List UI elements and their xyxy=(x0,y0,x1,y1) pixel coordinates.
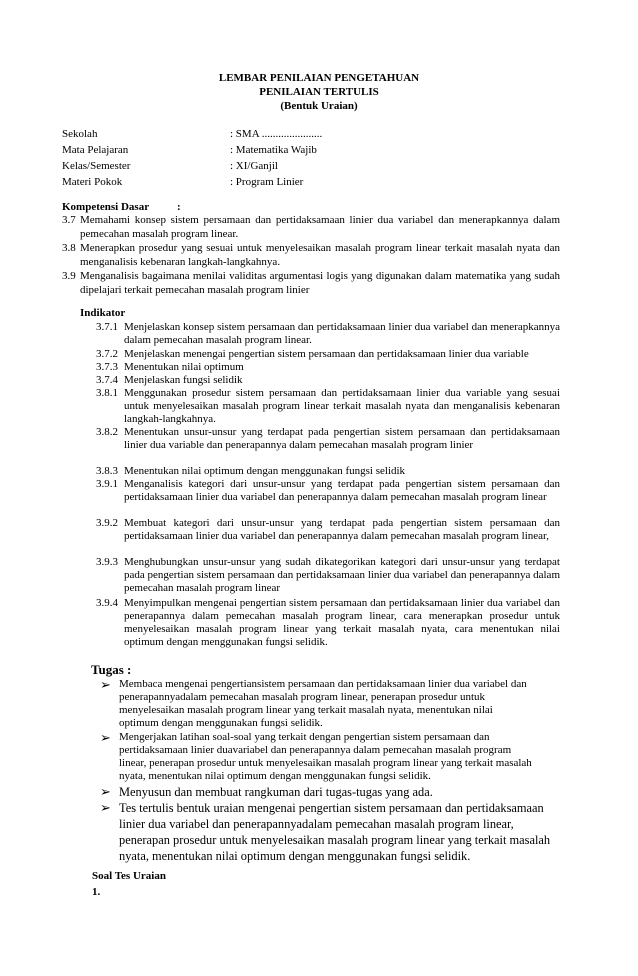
indikator-text: Menyimpulkan mengenai pengertian sistem persamaan dan pertidaksamaan linier dua variabel dan penerapannya dalam pemecahan masalah program linear, cara menerapkan prosedur untuk menyelesaikan masalah program linear yang terkait masalah nyata, cara menentukan nilai optimum dengan menggunakan fungsi selidik. xyxy=(124,597,560,648)
kompetensi-number: 3.9 xyxy=(62,270,76,282)
kompetensi-label: Kompetensi Dasar xyxy=(62,201,150,213)
kompetensi-colon: : xyxy=(177,201,181,213)
identity-row-topic xyxy=(62,175,304,189)
document-form-type: (Bentuk Uraian) xyxy=(280,100,358,112)
arrow-bullet-icon: ➢ xyxy=(100,784,111,799)
indikator-text: Menghubungkan unsur-unsur yang sudah dikategorikan kategori dari unsur-unsur yang terdapat pada pengertian sistem persamaan dan pertidaksamaan linier dua variabel dan penerapannya dalam pemecahan masalah program linear xyxy=(124,556,560,594)
indikator-item xyxy=(96,374,560,387)
indikator-number: 3.9.4 xyxy=(96,597,118,609)
kompetensi-text: Menganalisis bagaimana menilai validitas argumentasi logis yang digunakan dalam matematika yang sudah dipelajari terkait pemecahan masalah program linier xyxy=(80,270,560,296)
kompetensi-number: 3.8 xyxy=(62,242,76,254)
arrow-bullet-icon: ➢ xyxy=(100,677,111,692)
kompetensi-heading xyxy=(62,200,181,214)
arrow-bullet-icon: ➢ xyxy=(100,730,111,745)
document-title: LEMBAR PENILAIAN PENGETAHUAN xyxy=(218,72,420,84)
identity-row-subject xyxy=(62,143,317,157)
kompetensi-item xyxy=(62,241,560,269)
indikator-number: 3.8.3 xyxy=(96,465,118,477)
indikator-text: Menentukan unsur-unsur yang terdapat pada pengertian sistem persamaan dan pertidaksamaan linier dua variable dan penerapannya dalam pemecahan masalah program linier xyxy=(124,426,560,451)
indikator-item xyxy=(96,478,560,504)
indikator-text: Menjelaskan fungsi selidik xyxy=(124,374,243,386)
indikator-item xyxy=(96,361,560,374)
indikator-number: 3.8.2 xyxy=(96,426,118,438)
indikator-item xyxy=(96,465,560,478)
identity-label: Sekolah xyxy=(62,128,98,140)
arrow-bullet-icon: ➢ xyxy=(100,800,111,815)
indikator-number: 3.8.1 xyxy=(96,387,118,399)
identity-label: Kelas/Semester xyxy=(62,160,131,172)
indikator-item xyxy=(96,556,560,595)
identity-value: : SMA ...................... xyxy=(230,128,323,140)
indikator-text: Menjelaskan menengai pengertian sistem persamaan dan pertidaksamaan linier dua variable xyxy=(124,348,529,360)
indikator-text: Menganalisis kategori dari unsur-unsur yang terdapat pada pengertian sistem persamaan dan pertidaksamaan linier dua variabel dan penerapannya dalam pemecahan masalah program linear xyxy=(124,478,560,503)
kompetensi-text: Menerapkan prosedur yang sesuai untuk menyelesaikan masalah program linear terkait masalah nyata dan menganalisis kebenaran langkah-langkahnya. xyxy=(80,242,560,268)
indikator-text: Menentukan nilai optimum xyxy=(124,361,244,373)
indikator-item xyxy=(96,517,560,543)
identity-row-class xyxy=(62,159,278,173)
indikator-text: Membuat kategori dari unsur-unsur yang terdapat pada pengertian sistem persamaan dan pertidaksamaan linier dua variabel dan penerapannya dalam pemecahan masalah program linear, xyxy=(124,517,560,542)
identity-row-school xyxy=(62,127,323,141)
indikator-number: 3.7.4 xyxy=(96,374,118,386)
soal-heading: Soal Tes Uraian xyxy=(92,870,166,882)
indikator-item xyxy=(96,426,560,452)
indikator-text: Menjelaskan konsep sistem persamaan dan pertidaksamaan linier dua variabel dan menerapkannya dalam pemecahan masalah program linear. xyxy=(124,321,560,346)
kompetensi-number: 3.7 xyxy=(62,214,76,226)
tugas-text: Tes tertulis bentuk uraian mengenai pengertian sistem persamaan dan pertidaksamaan linier dua variabel dan penerapannyadalam pemecahan masalah program linear, penerapan prosedur untuk menyelesaikan masalah program linear yang terkait masalah nyata, menentukan nilai optimum dengan menggunakan fungsi selidik. xyxy=(119,801,551,863)
kompetensi-text: Memahami konsep sistem persamaan dan pertidaksamaan linier dua variabel dan menerapkannya dalam pemecahan masalah program linear. xyxy=(80,214,560,240)
indikator-item xyxy=(96,597,560,649)
tugas-item xyxy=(100,784,552,800)
kompetensi-item xyxy=(62,269,560,297)
tugas-text: Mengerjakan latihan soal-soal yang terkait dengan pengertian sistem persamaan dan pertidaksamaan linier duavariabel dan penerapannya dalam pemecahan masalah program linear, penerapan prosedur untuk menyelesaikan masalah program linear yang terkait masalah nyata, menentukan nilai optimum dengan menggunakan fungsi selidik. xyxy=(119,731,532,782)
tugas-item xyxy=(100,678,534,730)
kompetensi-item xyxy=(62,213,560,241)
identity-label: Mata Pelajaran xyxy=(62,144,129,156)
tugas-heading: Tugas : xyxy=(91,662,132,677)
indikator-number: 3.9.2 xyxy=(96,517,118,529)
indikator-item xyxy=(96,387,560,426)
indikator-text: Menggunakan prosedur sistem persamaan dan pertidaksamaan linier dua variable yang sesuai untuk menyelesaikan masalah program linear terkait masalah nyata dan menganalisis kebenaran langkah-langkahnya. xyxy=(124,387,560,425)
identity-value: : XI/Ganjil xyxy=(230,160,278,172)
indikator-item xyxy=(96,348,560,361)
indikator-number: 3.7.2 xyxy=(96,348,118,360)
identity-label: Materi Pokok xyxy=(62,176,123,188)
indikator-text: Menentukan nilai optimum dengan menggunakan fungsi selidik xyxy=(124,465,406,477)
soal-number: 1. xyxy=(92,886,101,898)
indikator-number: 3.9.3 xyxy=(96,556,118,568)
identity-value: : Matematika Wajib xyxy=(230,144,317,156)
indikator-number: 3.9.1 xyxy=(96,478,118,490)
indikator-number: 3.7.3 xyxy=(96,361,118,373)
indikator-heading: Indikator xyxy=(80,307,126,319)
tugas-item xyxy=(100,731,534,783)
identity-value: : Program Linier xyxy=(230,176,304,188)
tugas-text: Membaca mengenai pengertiansistem persamaan dan pertidaksamaan linier dua variabel dan penerapannyadalam pemecahan masalah program linear, penerapan prosedur untuk menyelesaikan masalah program linear yang terkait masalah nyata, menentukan nilai optimum dengan menggunakan fungsi selidik. xyxy=(119,678,527,729)
indikator-item xyxy=(96,321,560,347)
document-subtitle: PENILAIAN TERTULIS xyxy=(259,86,379,98)
tugas-text: Menyusun dan membuat rangkuman dari tugas-tugas yang ada. xyxy=(119,785,433,799)
tugas-item xyxy=(100,800,552,864)
indikator-number: 3.7.1 xyxy=(96,321,118,333)
